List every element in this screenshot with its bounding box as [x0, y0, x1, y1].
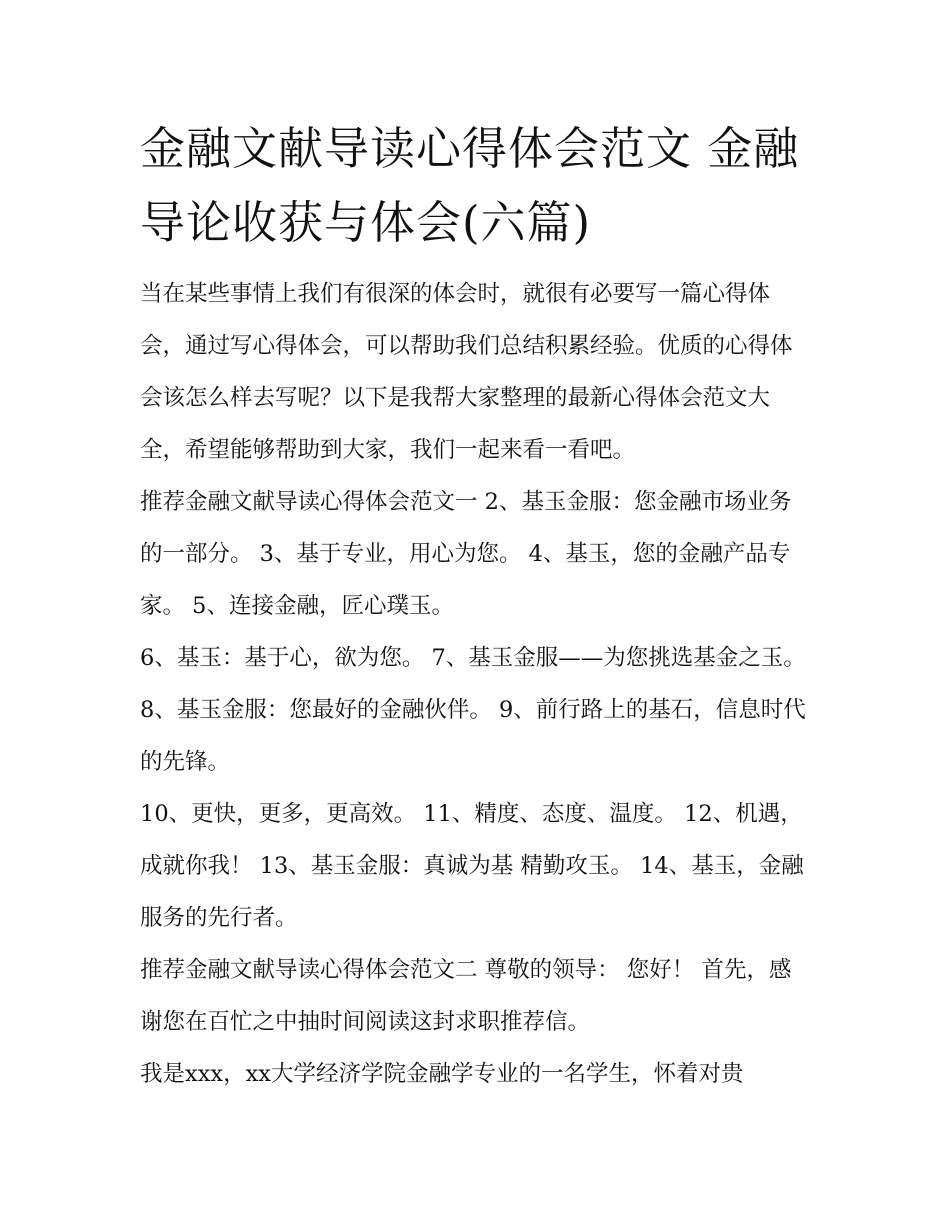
- paragraph-slogans-6-9: 6、基玉：基于心，欲为您。 7、基玉金服——为您挑选基金之玉。 8、基玉金服：您最好的金融伙伴。 9、前行路上的基石，信息时代的先锋。: [140, 645, 806, 775]
- document-title: 金融文献导读心得体会范文 金融导论收获与体会(六篇): [140, 122, 800, 249]
- document-body: [140, 268, 812, 1100]
- paragraph-essay-one: 推荐金融文献导读心得体会范文一 2、基玉金服：您金融市场业务的一部分。 3、基于专业，用心为您。 4、基玉，您的金融产品专家。 5、连接金融，匠心璞玉。: [140, 489, 792, 619]
- paragraph-intro: 当在某些事情上我们有很深的体会时，就很有必要写一篇心得体会，通过写心得体会，可以帮助我们总结积累经验。优质的心得体会该怎么样去写呢？以下是我帮大家整理的最新心得体会范文大全，希望能够帮助到大家，我们一起来看一看吧。: [140, 281, 793, 463]
- paragraph-self-intro: 我是xxx，xx大学经济学院金融学专业的一名学生，怀着对贵: [140, 1061, 744, 1087]
- paragraph-slogans-10-14: 10、更快，更多，更高效。 11、精度、态度、温度。 12、机遇，成就你我！ 13、基玉金服：真诚为基 精勤攻玉。 14、基玉，金融服务的先行者。: [140, 801, 804, 931]
- paragraph-essay-two: 推荐金融文献导读心得体会范文二 尊敬的领导： 您好！ 首先，感谢您在百忙之中抽时间阅读这封求职推荐信。: [140, 957, 792, 1035]
- document-content: [140, 112, 812, 1100]
